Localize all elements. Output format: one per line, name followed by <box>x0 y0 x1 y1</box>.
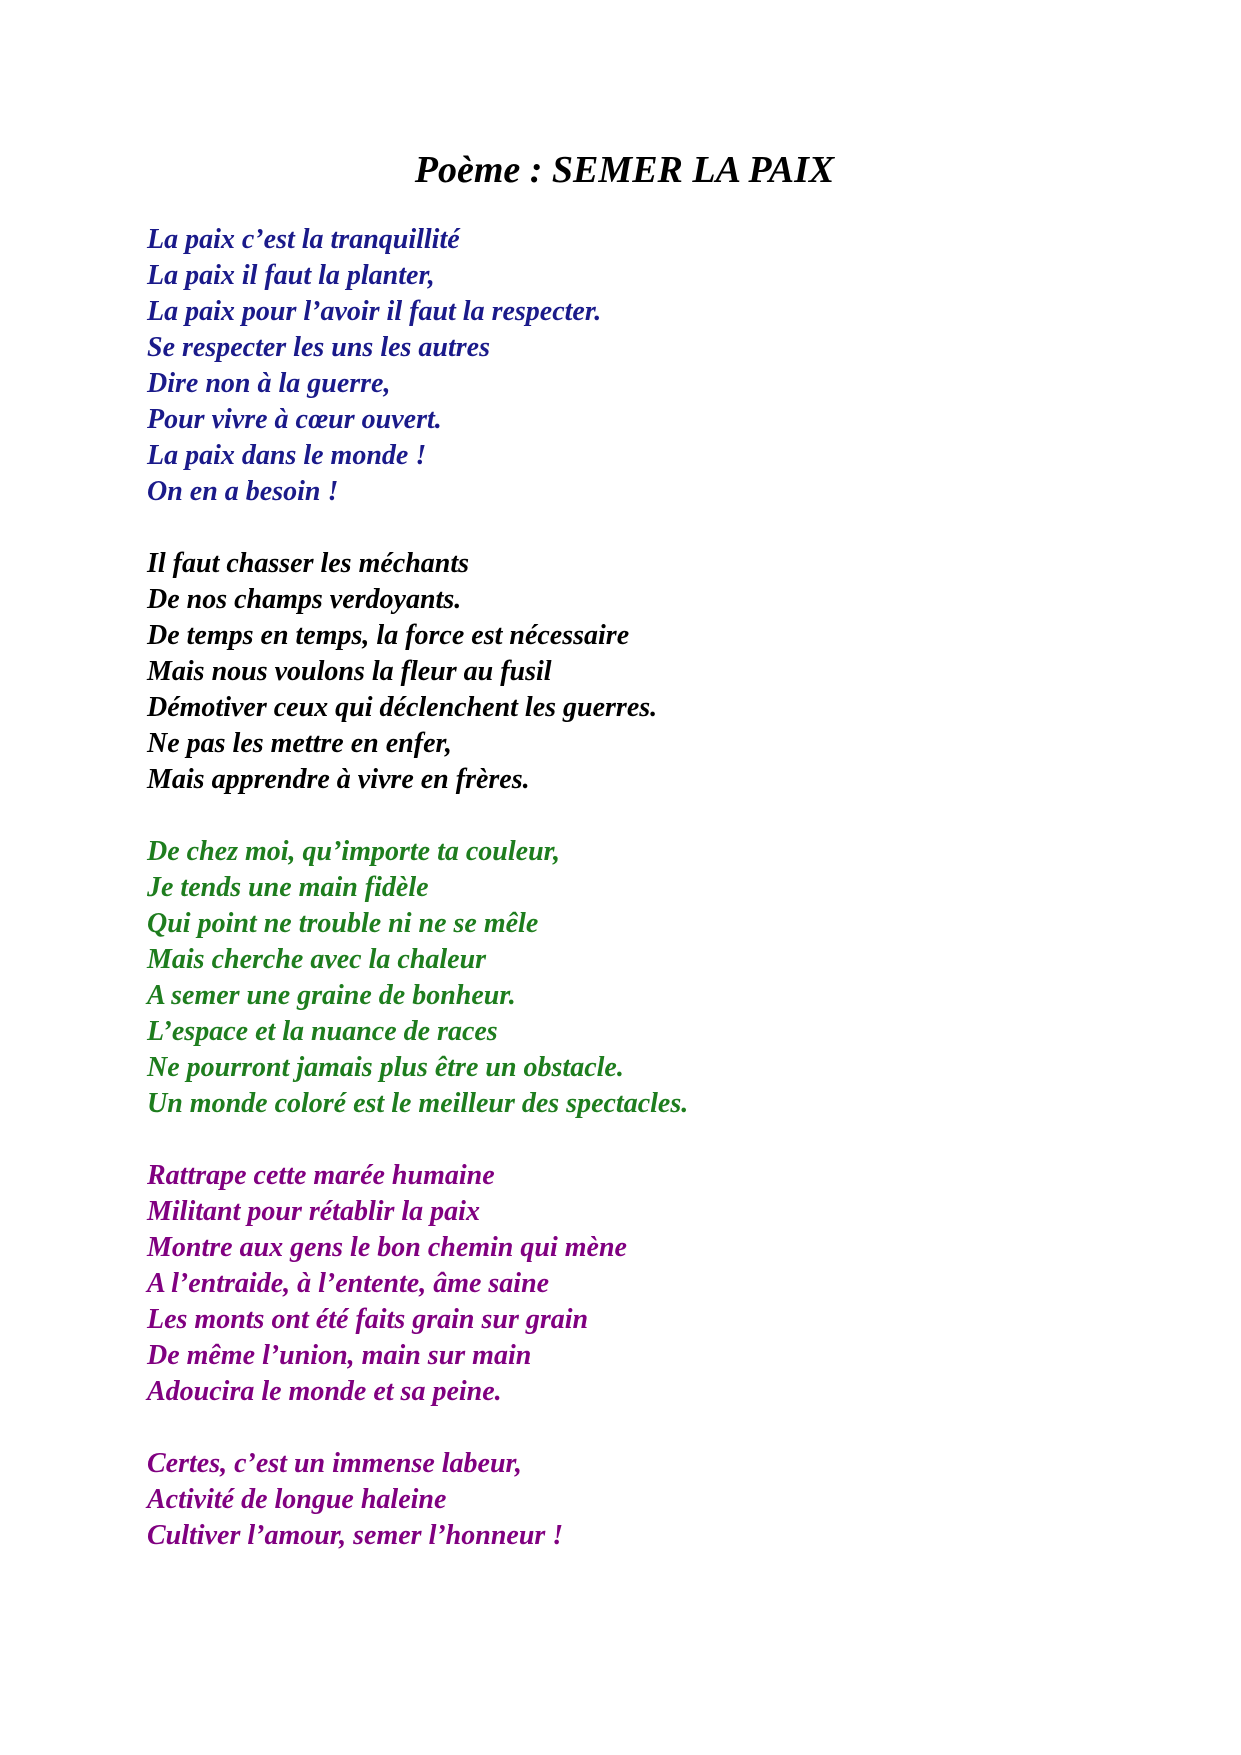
poem-line: Mais apprendre à vivre en frères. <box>147 764 530 795</box>
poem-line: Activité de longue haleine <box>147 1484 447 1515</box>
poem-line: Mais cherche avec la chaleur <box>147 944 487 975</box>
poem-line: L’espace et la nuance de races <box>147 1016 498 1047</box>
poem-line: A l’entraide, à l’entente, âme saine <box>147 1268 550 1299</box>
poem-line: On en a besoin ! <box>147 476 339 507</box>
poem-line: Pour vivre à cœur ouvert. <box>147 404 442 435</box>
stanza-4 <box>147 1158 1147 1410</box>
poem-line: Un monde coloré est le meilleur des spectacles. <box>147 1088 689 1119</box>
poem-line: Je tends une main fidèle <box>147 872 429 903</box>
poem-line: Mais nous voulons la fleur au fusil <box>147 656 552 687</box>
poem-line: Ne pourront jamais plus être un obstacle. <box>147 1052 624 1083</box>
poem-line: Les monts ont été faits grain sur grain <box>147 1304 589 1335</box>
poem-line: La paix c’est la tranquillité <box>147 224 460 255</box>
poem-line: Cultiver l’amour, semer l’honneur ! <box>147 1520 564 1551</box>
poem-line: Se respecter les uns les autres <box>147 332 490 363</box>
poem-line: La paix dans le monde ! <box>147 440 427 471</box>
stanza-3 <box>147 834 1147 1122</box>
poem-line: De même l’union, main sur main <box>147 1340 532 1371</box>
poem-line: De nos champs verdoyants. <box>147 584 462 615</box>
poem-body <box>147 222 1147 1590</box>
poem-line: De chez moi, qu’importe ta couleur, <box>147 836 560 867</box>
poem-line: Certes, c’est un immense labeur, <box>147 1448 522 1479</box>
poem-line: Montre aux gens le bon chemin qui mène <box>147 1232 627 1263</box>
stanza-1 <box>147 222 1147 510</box>
poem-line: La paix il faut la planter, <box>147 260 435 291</box>
stanza-5 <box>147 1446 1147 1554</box>
poem-line: Qui point ne trouble ni ne se mêle <box>147 908 539 939</box>
poem-line: Militant pour rétablir la paix <box>147 1196 480 1227</box>
poem-line: Adoucira le monde et sa peine. <box>147 1376 502 1407</box>
poem-line: Ne pas les mettre en enfer, <box>147 728 452 759</box>
poem-line: La paix pour l’avoir il faut la respecter. <box>147 296 602 327</box>
poem-line: Rattrape cette marée humaine <box>147 1160 495 1191</box>
poem-line: De temps en temps, la force est nécessaire <box>147 620 630 651</box>
poem-line: Il faut chasser les méchants <box>147 548 470 579</box>
poem-line: Démotiver ceux qui déclenchent les guerres. <box>147 692 658 723</box>
poem-line: Dire non à la guerre, <box>147 368 391 399</box>
stanza-2 <box>147 546 1147 798</box>
poem-title: Poème : SEMER LA PAIX <box>414 149 835 191</box>
poem-line: A semer une graine de bonheur. <box>147 980 516 1011</box>
